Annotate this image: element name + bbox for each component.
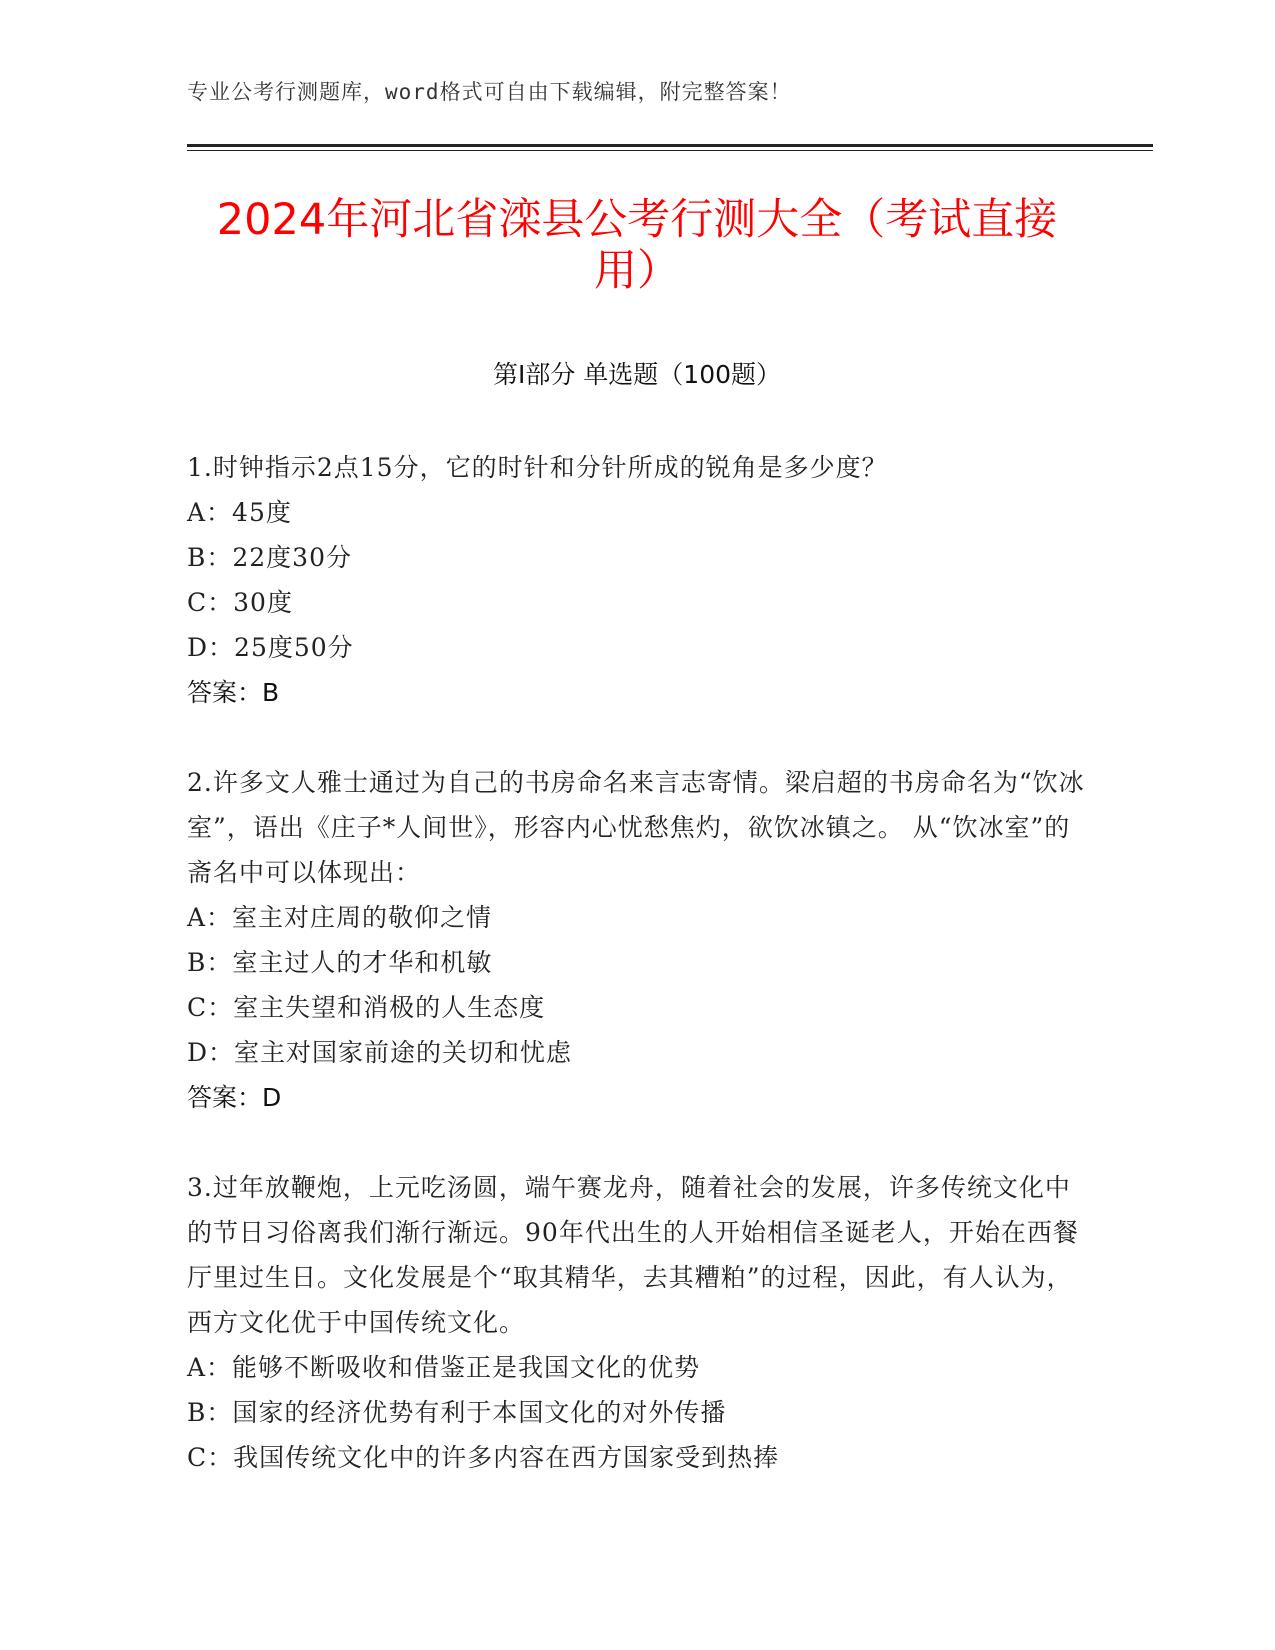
option-b: B：22度30分 — [187, 543, 352, 572]
question-stem: 1.时钟指示2点15分，它的时针和分针所成的锐角是多少度？ — [187, 453, 888, 482]
option-a: A：能够不断吸收和借鉴正是我国文化的优势 — [187, 1353, 701, 1382]
option-b: B：国家的经济优势有利于本国文化的对外传播 — [187, 1398, 727, 1427]
question-2 — [187, 760, 1087, 1120]
option-b: B：室主过人的才华和机敏 — [187, 948, 493, 977]
question-list — [187, 445, 1087, 1525]
option-c: C：室主失望和消极的人生态度 — [187, 993, 546, 1022]
question-1 — [187, 445, 1087, 715]
header-rule-thin — [187, 150, 1153, 151]
section-heading: 第Ⅰ部分 单选题（100题） — [492, 360, 782, 389]
header-rule-thick — [187, 144, 1153, 147]
answer: 答案：B — [187, 678, 280, 707]
option-c: C：我国传统文化中的许多内容在西方国家受到热捧 — [187, 1443, 780, 1472]
option-c: C：30度 — [187, 588, 293, 617]
question-stem: 3.过年放鞭炮，上元吃汤圆，端午赛龙舟，随着社会的发展，许多传统文化中的节日习俗离我们渐行渐远。90年代出生的人开始相信圣诞老人，开始在西餐厅里过生日。文化发展是个“取其精华，去其糟粕”的过程，因此，有人认为，西方文化优于中国传统文化。 — [187, 1173, 1079, 1337]
option-d: D：25度50分 — [187, 633, 354, 662]
document-title: 2024年河北省滦县公考行测大全（考试直接用） — [216, 195, 1058, 296]
option-d: D：室主对国家前途的关切和忧虑 — [187, 1038, 573, 1067]
option-a: A：45度 — [187, 498, 292, 527]
option-a: A：室主对庄周的敬仰之情 — [187, 903, 493, 932]
question-3 — [187, 1165, 1087, 1480]
question-stem: 2.许多文人雅士通过为自己的书房命名来言志寄情。梁启超的书房命名为“饮冰室”，语出《庄子*人间世》，形容内心忧愁焦灼，欲饮冰镇之。 从“饮冰室”的斋名中可以体现出： — [187, 768, 1085, 887]
answer: 答案：D — [187, 1083, 282, 1112]
header-note: 专业公考行测题库，word格式可自由下载编辑，附完整答案！ — [187, 80, 792, 104]
